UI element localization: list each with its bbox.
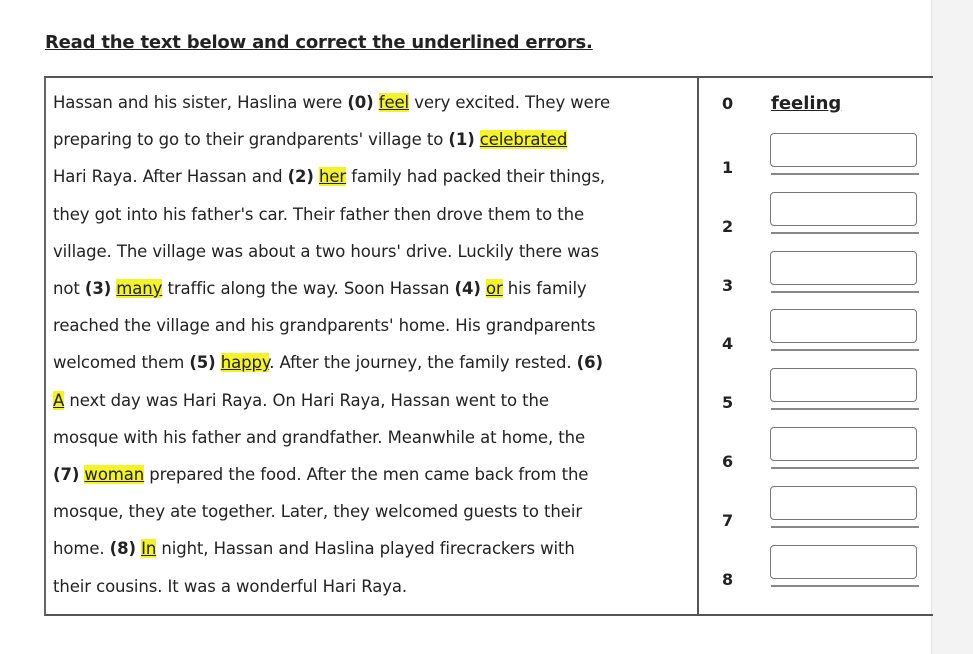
question-number: 2 [722,216,734,236]
question-number: 7 [722,510,734,530]
passage-line [53,465,588,484]
passage-text: night, Hassan and Haslina played firecrackers with [156,539,575,559]
passage-line [53,502,582,521]
question-number: 6 [722,452,734,471]
passage-line [53,205,584,224]
question-marker: (7) [53,465,80,484]
question-number: 8 [722,569,734,589]
column-divider [697,76,699,614]
passage-text: mosque with his father and grandfather. Meanwhile at home, the [53,427,586,447]
underlined-error: or [485,279,503,298]
passage-line [53,279,587,298]
underlined-error: happy [220,353,270,373]
passage-line [53,167,605,186]
passage-text: traffic along the way. Soon Hassan [162,279,455,298]
example-answer: feeling [771,93,842,114]
passage-text: mosque, they ate together. Later, they welcomed guests to their [53,502,582,522]
passage-text: prepared the food. After the men came back from the [144,465,589,484]
passage-text: village. The village was about a two hours' drive. Luckily there was [53,241,600,261]
answer-input-8[interactable] [770,545,917,579]
passage-line [53,577,407,596]
question-marker: (3) [84,279,112,298]
passage-text: his family [502,279,587,298]
passage-text: . After the journey, the family rested. [269,353,577,373]
underlined-error: A [53,390,65,410]
passage-text: Hari Raya. After Hassan and [53,167,288,187]
underlined-error: celebrated [479,130,568,150]
answer-input-2[interactable] [770,192,917,226]
question-marker: (1) [448,130,475,150]
passage-line [53,93,610,112]
page-edge [931,0,973,654]
answer-input-3[interactable] [770,251,917,285]
passage-text: not [53,279,85,298]
passage-text: welcomed them [53,353,190,373]
answer-line [771,232,919,234]
passage-text: home. [53,539,110,559]
answer-input-7[interactable] [770,486,917,520]
example-number: 0 [722,94,734,113]
passage-line [53,316,596,335]
underlined-error: In [141,539,157,559]
passage-line [53,539,575,558]
question-number: 4 [722,334,734,354]
answer-line [771,349,919,351]
passage-text: family had packed their things, [346,167,606,187]
answer-line [771,585,919,587]
question-marker: (0) [347,93,374,112]
question-marker: (6) [576,353,603,373]
passage-line [53,428,585,447]
underlined-error: many [116,279,163,298]
underlined-error: woman [84,465,145,484]
answer-line [771,526,919,528]
question-marker: (4) [454,279,481,298]
question-number: 5 [722,393,734,413]
underlined-error: her [319,167,347,187]
answer-input-4[interactable] [770,309,917,343]
passage-line [53,353,603,372]
question-number: 3 [722,275,734,295]
answer-line [771,408,919,410]
question-marker: (5) [189,353,216,373]
question-number: 1 [722,158,734,177]
passage-text: Hassan and his sister, Haslina were [53,93,348,112]
answer-input-5[interactable] [770,368,917,402]
answer-line [771,291,919,293]
passage-line [53,391,549,410]
question-marker: (2) [287,167,314,187]
passage-text: reached the village and his grandparents' home. His grandparents [53,316,596,336]
passage-text: they got into his father's car. Their father then drove them to the [53,204,585,224]
passage-text: preparing to go to their grandparents' village to [53,130,449,150]
passage-text: their cousins. It was a wonderful Hari Raya. [53,576,408,596]
passage-text [216,353,221,372]
passage-line [53,130,567,149]
answer-input-1[interactable] [770,133,917,167]
passage-text [374,93,379,112]
passage-line [53,242,599,261]
passage-text: very excited. They were [409,93,611,112]
passage-text: next day was Hari Raya. On Hari Raya, Hassan went to the [64,390,549,410]
underlined-error: feel [378,93,410,112]
answer-line [771,467,919,469]
answer-input-6[interactable] [770,427,917,461]
question-marker: (8) [109,539,136,559]
worksheet-title: Read the text below and correct the underlined errors. [45,32,593,53]
answer-line [771,173,919,175]
